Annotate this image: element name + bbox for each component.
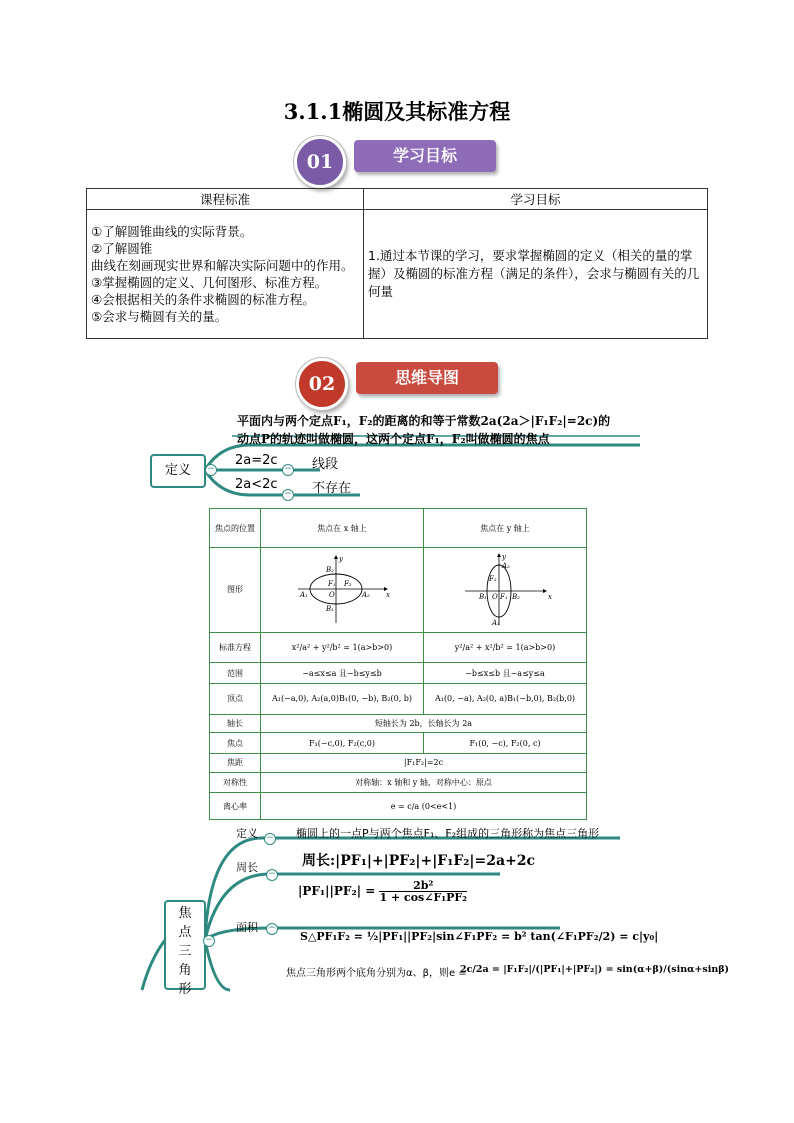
fig-label: B₁ (326, 604, 334, 613)
ellipse-table (209, 508, 587, 820)
case2-result: 不存在 (312, 481, 352, 496)
col-header-x: 焦点在 x 轴上 (261, 509, 424, 548)
fig-label: B₂ (512, 592, 520, 601)
figure-y-ellipse (424, 548, 587, 632)
fig-label: F₂ (344, 579, 352, 588)
fig-label: x (386, 590, 390, 599)
case1-result: 线段 (312, 457, 339, 472)
range-y: −b≤x≤b 且−a≤y≤a (424, 663, 587, 684)
page-title: 3.1.1椭圆及其标准方程 (283, 99, 511, 124)
fig-label: x (548, 592, 552, 601)
section-number: 01 (294, 136, 346, 188)
row-label: 范围 (210, 663, 261, 684)
definition-line1: 平面内与两个定点F₁，F₂的距离的和等于常数2a(2a＞|F₁F₂|=2c)的 (237, 414, 611, 428)
row-label: 对称性 (210, 772, 261, 793)
row-label: 轴长 (210, 714, 261, 733)
definition-node: 定义 (150, 454, 206, 488)
standard-item: ③掌握椭圆的定义、几何图形、标准方程。 (91, 275, 328, 290)
collapse-toggle[interactable]: − (282, 464, 294, 476)
focal-triangle-label: 焦点三角形 (178, 906, 192, 997)
standard-item: ⑤会求与椭圆有关的量。 (91, 309, 228, 324)
ellipse-y-figure (455, 551, 555, 627)
fig-label: A₂ (502, 561, 510, 570)
row-label: 顶点 (210, 684, 261, 715)
collapse-toggle[interactable]: − (282, 489, 294, 501)
area-formula1-num: 2b² (379, 880, 467, 892)
standard-item: 曲线在刻画现实世界和解决实际问题中的作用。 (91, 258, 354, 273)
row-label: 标准方程 (210, 632, 261, 663)
area-label: 面积 (236, 921, 258, 934)
perimeter-formula: 周长:|PF₁|+|PF₂|+|F₁F₂|=2a+2c (302, 853, 536, 869)
symmetry: 对称轴：x 轴和 y 轴，对称中心：原点 (261, 772, 587, 793)
fig-label: B₁ (479, 592, 487, 601)
fig-label: y (339, 554, 343, 563)
focal-def-text: 椭圆上的一点P与两个焦点F₁、F₂组成的三角形称为焦点三角形 (296, 827, 600, 840)
focal-distance: |F₁F₂|=2c (261, 754, 587, 773)
case2-condition: 2a<2c (235, 477, 278, 492)
fig-label: A₁ (492, 618, 500, 627)
fig-label: B₂ (326, 565, 334, 574)
collapse-toggle[interactable]: − (203, 935, 215, 947)
collapse-toggle[interactable]: − (266, 923, 278, 935)
equation-x: x²/a² + y²/b² = 1(a>b>0) (261, 632, 424, 663)
objective-cell: 1.通过本节课的学习，要求掌握椭圆的定义（相关的量的掌握）及椭圆的标准方程（满足的条件），会求与椭圆有关的几何量 (364, 210, 708, 339)
col-header-objective: 学习目标 (364, 189, 708, 210)
figure-x-ellipse (261, 548, 424, 632)
fig-label: F₁ (328, 579, 336, 588)
standard-item: ①了解圆锥曲线的实际背景。 (91, 224, 253, 239)
ellipse-x-figure (292, 553, 392, 625)
row-label: 焦距 (210, 754, 261, 773)
fig-label: A₁ (300, 590, 308, 599)
standard-item: ④会根据相关的条件求椭圆的标准方程。 (91, 292, 315, 307)
focal-triangle-node (164, 900, 206, 997)
focal-def-label: 定义 (236, 827, 258, 840)
row-label: 图形 (210, 548, 261, 632)
vertices-x: A₁(−a,0), A₂(a,0)B₁(0, −b), B₂(0, b) (261, 684, 424, 715)
row-label: 离心率 (210, 793, 261, 820)
fig-label: F₁ (500, 592, 508, 601)
collapse-toggle[interactable]: − (264, 833, 276, 845)
foci-x: F₁(−c,0), F₂(c,0) (261, 733, 424, 754)
fig-label: O (492, 592, 498, 601)
foci-y: F₁(0, −c), F₂(0, c) (424, 733, 587, 754)
area-formula1-lhs: |PF₁||PF₂| = (298, 884, 376, 898)
area-formula2: S△PF₁F₂ = ½|PF₁||PF₂|sin∠F₁PF₂ = b² tan(∠F₁PF₂/2) = c|y₀| (300, 930, 659, 943)
col-header-standard: 课程标准 (87, 189, 364, 210)
eccentricity: e = c/a (0<e<1) (261, 793, 587, 820)
eccentricity-text: 焦点三角形两个底角分别为α、β，则e = (286, 968, 467, 979)
section-label: 思维导图 (356, 362, 498, 394)
range-x: −a≤x≤a 且−b≤y≤b (261, 663, 424, 684)
vertices-y: A₁(0, −a), A₂(0, a)B₁(−b,0), B₂(b,0) (424, 684, 587, 715)
area-formula1 (298, 880, 467, 903)
axis-length: 短轴长为 2b，长轴长为 2a (261, 714, 587, 733)
perimeter-label: 周长 (236, 861, 258, 874)
collapse-toggle[interactable]: − (266, 869, 278, 881)
fig-label: F₂ (489, 574, 497, 583)
row-label: 焦点的位置 (210, 509, 261, 548)
collapse-toggle[interactable]: − (205, 464, 217, 476)
standard-item: ②了解圆锥 (91, 241, 153, 256)
col-header-y: 焦点在 y 轴上 (424, 509, 587, 548)
section-number: 02 (296, 358, 348, 410)
row-label: 焦点 (210, 733, 261, 754)
eccentricity-formula: 2c/2a = |F₁F₂|/(|PF₁|+|PF₂|) = sin(α+β)/(sinα+sinβ) (460, 964, 730, 975)
equation-y: y²/a² + x²/b² = 1(a>b>0) (424, 632, 587, 663)
fig-label: A₂ (362, 590, 370, 599)
section-label: 学习目标 (354, 140, 496, 172)
fig-label: O (329, 590, 335, 599)
definition-line2: 动点P的轨迹叫做椭圆，这两个定点F₁，F₂叫做椭圆的焦点 (237, 432, 550, 446)
area-formula1-den: 1 + cos∠F₁PF₂ (379, 891, 467, 904)
case1-condition: 2a=2c (235, 453, 278, 468)
fig-label: y (502, 552, 506, 561)
